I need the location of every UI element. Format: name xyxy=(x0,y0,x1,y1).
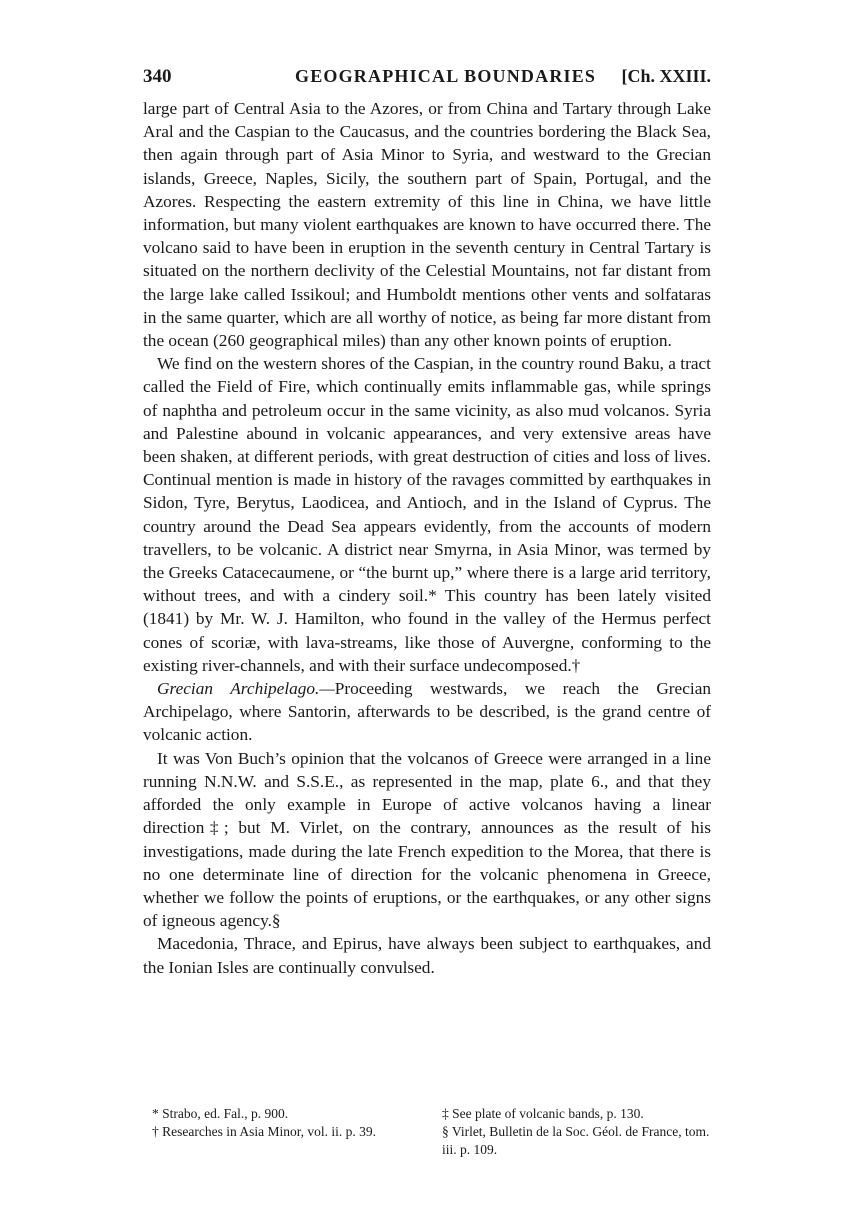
paragraph-4: It was Von Buch’s opinion that the volcanos of Greece were arranged in a line running N.N.W. and S.S.E., as represented in the map, plate 6., and that they afforded the only example in Europe of active volcanos having a linear direction‡; but M. Virlet, on the contrary, announces as the result of his investigations, made during the late French expedition to the Morea, that there is no one determinate line of direction for the volcanic phenomena in Greece, whether we follow the points of eruptions, or the earthquakes, or any other signs of igneous agency.§ xyxy=(143,748,711,931)
page-number: 340 xyxy=(143,66,172,87)
footnotes-left-column xyxy=(152,1105,420,1141)
paragraph-3-text: Proceeding westwards, we reach the Grecian Archipelago, where Santorin, afterwards to be described, is the grand centre of volcanic action. xyxy=(143,679,712,745)
footnotes-right-column xyxy=(442,1105,710,1159)
footnote-dagger: † Researches in Asia Minor, vol. ii. p. 39. xyxy=(152,1124,377,1139)
footnote-star: * Strabo, ed. Fal., p. 900. xyxy=(152,1106,289,1121)
footnote-double-dagger: ‡ See plate of volcanic bands, p. 130. xyxy=(442,1106,644,1121)
footnote-section: § Virlet, Bulletin de la Soc. Géol. de France, tom. iii. p. 109. xyxy=(442,1124,710,1157)
section-heading: Grecian Archipelago.— xyxy=(157,679,335,699)
running-title: GEOGRAPHICAL BOUNDARIES xyxy=(295,66,597,86)
paragraph-1: large part of Central Asia to the Azores, or from China and Tartary through Lake Aral and the Caspian to the Caucasus, and the countries bordering the Black Sea, then again through part of Asia Minor to Syria, and westward to the Grecian islands, Greece, Naples, Sicily, the southern part of Spain, Portugal, and the Azores. Respecting the eastern extremity of this line in China, we have little information, but many violent earthquakes are known to have occurred there. The volcano said to have been in eruption in the seventh century in Central Tartary is situated on the northern declivity of the Celestial Mountains, not far distant from the large lake called Issikoul; and Humboldt mentions other vents and solfataras in the same quarter, which are all worthy of notice, as being far more distant from the ocean (260 geographical miles) than any other known points of eruption. xyxy=(143,99,711,351)
chapter-reference: [Ch. XXIII. xyxy=(621,66,711,86)
paragraph-2: We find on the western shores of the Caspian, in the country round Baku, a tract called the Field of Fire, which continually emits inflammable gas, while springs of naphtha and petroleum occur in the same vicinity, as also mud volcanos. Syria and Palestine abound in volcanic appearances, and very extensive areas have been shaken, at different periods, with great destruction of cities and loss of lives. Continual mention is made in history of the ravages committed by earthquakes in Sidon, Tyre, Berytus, Laodicea, and Antioch, and in the Island of Cyprus. The country around the Dead Sea appears evidently, from the accounts of modern travellers, to be volcanic. A district near Smyrna, in Asia Minor, was termed by the Greeks Catacecaumene, or “the burnt up,” where there is a large arid territory, without trees, and with a cindery soil.* This country has been lately visited (1841) by Mr. W. J. Hamilton, who found in the valley of the Hermus perfect cones of scoriæ, with lava-streams, like those of Auvergne, conforming to the existing river-channels, and with their surface undecomposed.† xyxy=(143,354,711,675)
running-header xyxy=(143,66,711,90)
body-text xyxy=(143,97,711,979)
paragraph-5: Macedonia, Thrace, and Epirus, have always been subject to earthquakes, and the Ionian Isles are continually convulsed. xyxy=(143,934,711,977)
paragraph-3 xyxy=(143,677,711,747)
